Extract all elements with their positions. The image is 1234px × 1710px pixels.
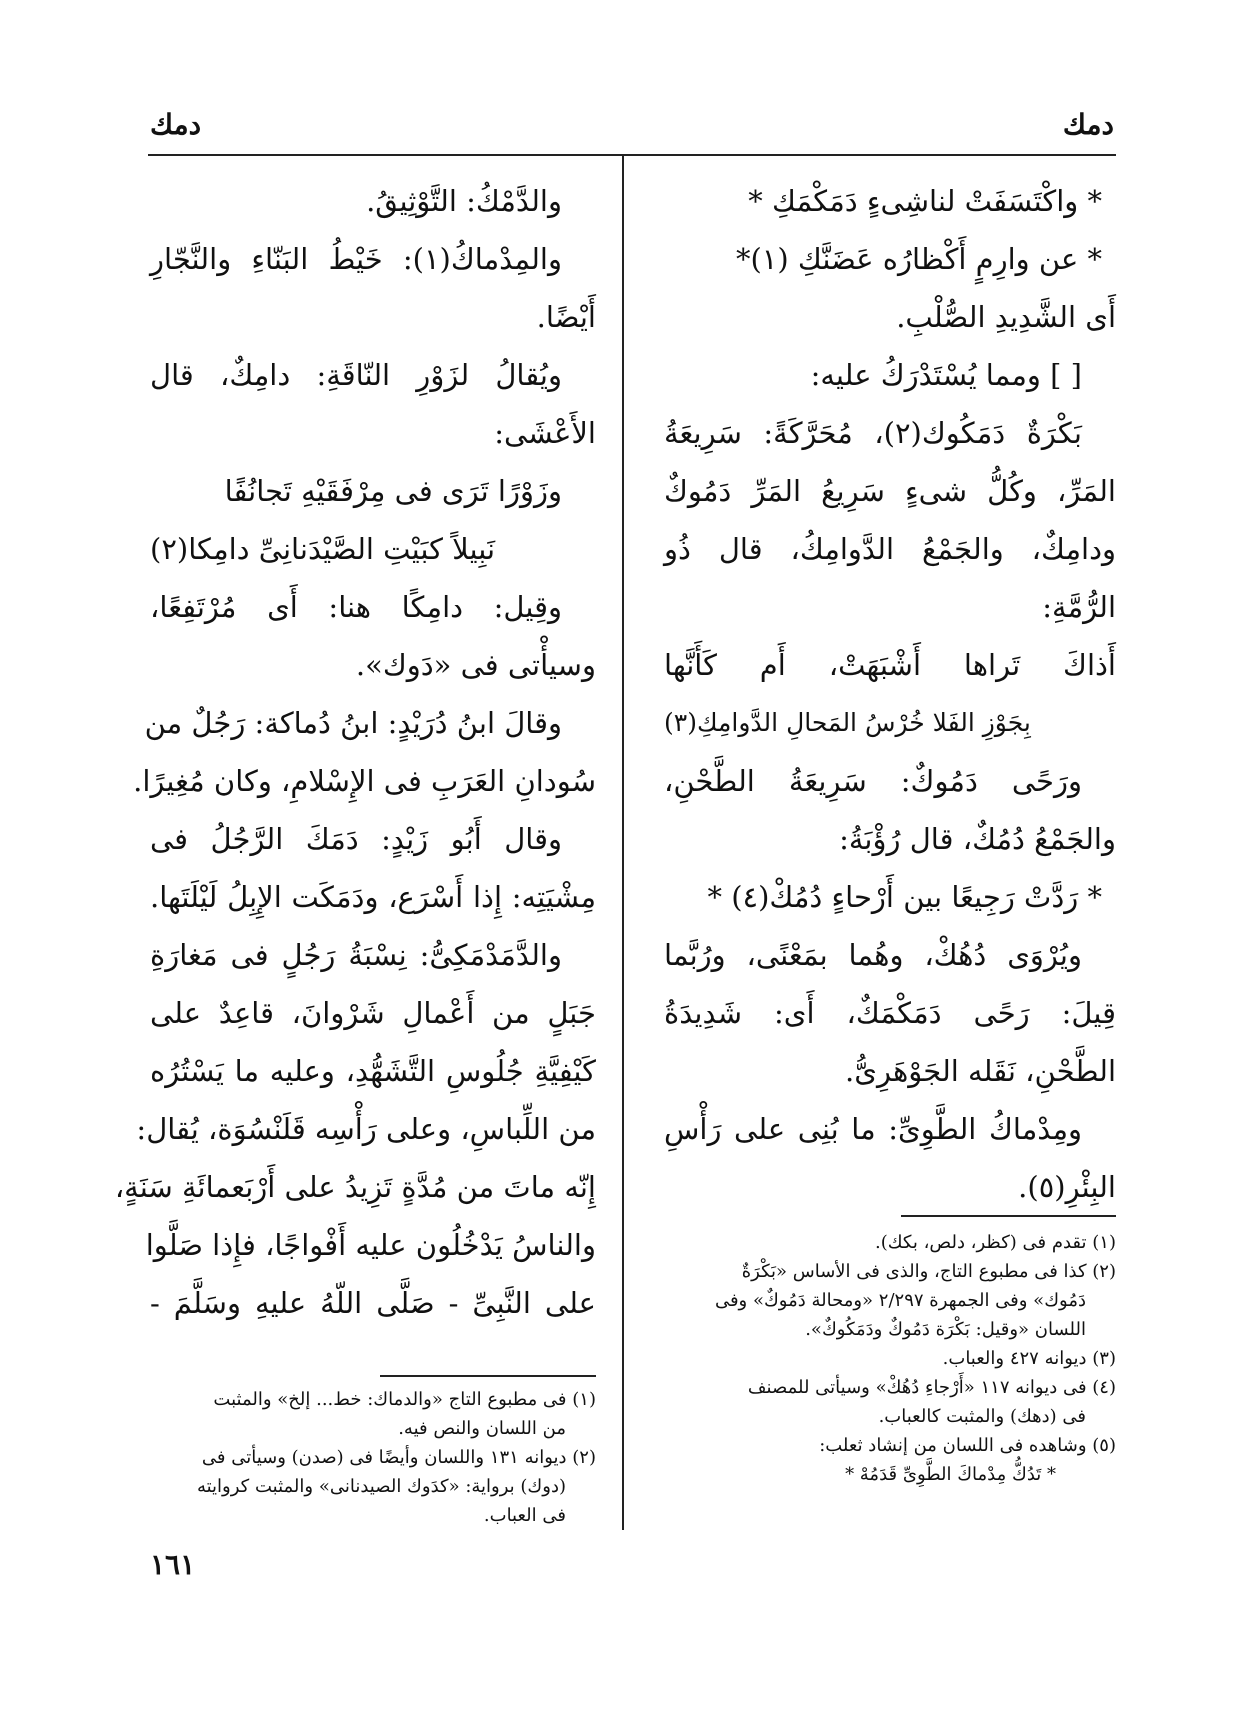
text-line: الرُّمَّةِ: [1042,590,1116,624]
footnote: (١) تقدم فى (كظر، دلص، بكك). [875,1232,1116,1253]
verse-line: * رَدَّتْ رَجِيعًا بين أَرْحاءٍ دُمُكْ(٤) * [707,880,1102,914]
verse-line: وزَوْرًا تَرَى فى مِرْفَقَيْهِ تَجانُفًا [224,474,562,508]
running-head-right: دمك [1062,108,1114,141]
text-line: المَرِّ، وكُلُّ شىءٍ سَرِيعُ المَرِّ دَمُوكٌ [664,474,1116,508]
footnote-verse: * تَدُكُّ مِدْماكَ الطَّوِىِّ قَدَمُهْ * [845,1464,1056,1485]
text-line: وقال أَبُو زَيْدٍ: دَمَكَ الرَّجُلُ فى [150,822,562,856]
text-line: * عن وارِمٍ أَكْظارُه عَضَنَّكِ (١)* [735,242,1102,276]
footnote: (٤) فى ديوانه ١١٧ «أَرْجاءِ دُهُكْ» وسيأتى للمصنف [747,1377,1116,1398]
footnote: (٢) ديوانه ١٣١ واللسان وأيضًا فى (صدن) وسيأتى فى [201,1447,596,1468]
text-line: ودامِكٌ، والجَمْعُ الدَّوامِكُ، قال ذُو [664,532,1116,566]
footnote: اللسان «وقيل: بَكْرَة دَمُوكٌ ودَمَكُوكٌ». [805,1319,1086,1340]
verse-line: بِجَوْزِ الفَلا خُرْسُ المَحالِ الدَّوامِكِ(٣) [664,708,1031,737]
text-line: الأَعْشَى: [494,416,596,450]
text-line: وقالَ ابنُ دُرَيْدٍ: ابنُ دُماكة: رَجُلٌ من [144,706,562,740]
text-line: [ ] ومما يُسْتَدْرَكُ عليه: [810,358,1082,392]
footnote: (٥) وشاهده فى اللسان من إنشاد ثعلب: [819,1435,1116,1456]
text-line: ومِدْماكُ الطَّوِىِّ: ما بُنِى على رَأْسِ [664,1112,1082,1146]
header-rule [148,154,1116,156]
text-line: إِنّه ماتَ من مُدَّةٍ تَزِيدُ على أَرْبَعمائَةِ سَنَةٍ، [114,1170,596,1204]
running-head-left: دمك [150,108,202,141]
footnote-rule-left [380,1375,596,1377]
text-line: سُودانِ العَرَبِ فى الإِسْلامِ، وكان مُغِيرًا. [133,764,596,798]
text-line: الطَّحْنِ، نَقَله الجَوْهَرِىُّ. [845,1054,1116,1088]
text-line: كَيْفِيَّةِ جُلُوسِ التَّشَهُّدِ، وعليه ما يَسْتُرُه [150,1054,596,1088]
text-line: والدَّمَدْمَكِىُّ: نِسْبَةُ رَجُلٍ فى مَغارَةِ [150,938,562,972]
footnote: (دوك) برواية: «كدَوك الصيدنانى» والمثبت كروايته [196,1476,566,1497]
footnote: (١) فى مطبوع التاج «والدماك: خط... إلخ» والمثبت [213,1389,596,1410]
footnote: (٣) ديوانه ٤٢٧ والعباب. [942,1348,1116,1369]
text-line: وسيأْتى فى «دَوك». [355,648,596,682]
text-line: وقِيل: دامِكًا هنا: أَى مُرْتَفِعًا، [150,590,562,624]
right-column [664,172,1116,1216]
text-line: البِئْرِ(٥). [1018,1170,1116,1204]
text-line: ورَحًى دَمُوكٌ: سَرِيعَةُ الطَّحْنِ، [664,764,1082,798]
footnote-rule-right [901,1215,1116,1217]
text-line: مِشْيَتِه: إِذا أَسْرَع، ودَمَكَت الإِبِلُ لَيْلَتَها. [150,880,596,914]
column-divider [622,156,624,1530]
text-line: ويُرْوَى دُهُكْ، وهُما بمَعْنًى، ورُبَّما [664,938,1082,972]
text-line: والمِدْماكُ(١): خَيْطُ البَنّاءِ والنَّجّارِ [150,242,562,276]
text-line: من اللِّباسِ، وعلى رَأْسِه قَلَنْسُوَة، يُقال: [136,1112,596,1146]
text-line: أَيْضًا. [536,300,596,334]
text-line: قِيلَ: رَحًى دَمَكْمَكٌ، أَى: شَدِيدَةُ [664,996,1116,1030]
text-line: والدَّمْكُ: التَّوْثِيقُ. [366,184,562,218]
footnotes-left [150,1385,596,1530]
footnote: من اللسان والنص فيه. [398,1418,566,1439]
text-line: والناسُ يَدْخُلُون عليه أَفْواجًا، فإِذا صَلَّوا [145,1228,596,1262]
text-line: ويُقالُ لزَوْرِ النّاقَةِ: دامِكٌ، قال [150,358,562,392]
verse-line: أَذاكَ تَراها أَشْبَهَتْ، أَم كَأَنَّها [664,648,1116,682]
left-column [114,172,596,1332]
verse-line: نَبِيلاً كبَيْتِ الصَّيْدَنانِىِّ دامِكا(٢) [150,532,496,566]
footnote: دَمُوك» وفى الجمهرة ٢/٢٩٧ «ومحالة دَمُوكٌ» وفى [714,1290,1086,1311]
text-line: بَكْرَةٌ دَمَكُوك(٢)، مُحَرَّكَةً: سَرِيعَةُ [664,416,1082,450]
text-line: والجَمْعُ دُمُكٌ، قال رُؤْبَةُ: [839,822,1116,856]
footnote: (٢) كذا فى مطبوع التاج، والذى فى الأساس «بَكْرَةٌ [741,1261,1116,1282]
text-line: على النَّبِىِّ - صَلَّى اللّهُ عليهِ وسَلَّمَ - [150,1286,596,1320]
footnote: فى العباب. [483,1505,566,1526]
text-line: * واكْتَسَفَتْ لناشِىءٍ دَمَكْمَكِ * [748,184,1102,218]
text-line: أَى الشَّدِيدِ الصُّلْبِ. [896,300,1116,334]
footnote: فى (دهك) والمثبت كالعباب. [878,1406,1086,1427]
page-number: ١٦١ [150,1548,196,1581]
text-line: جَبَلٍ من أَعْمالِ شَرْوانَ، قاعِدٌ على [150,996,596,1030]
footnotes-right [664,1228,1116,1489]
